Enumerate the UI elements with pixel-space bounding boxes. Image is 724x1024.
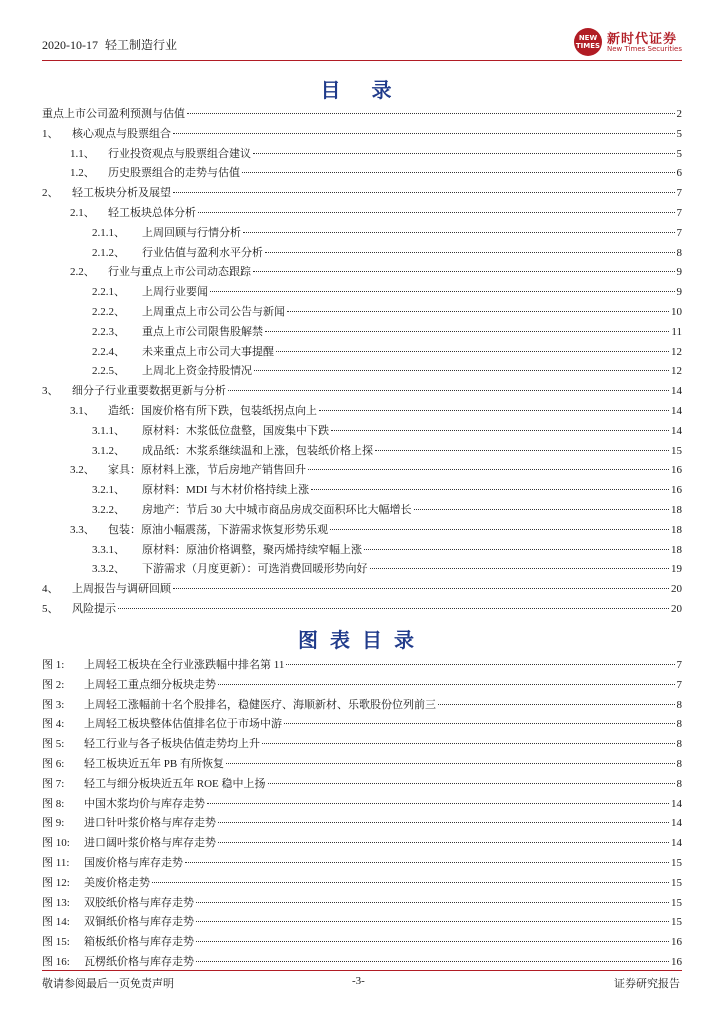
entry-title: 中国木浆均价与库存走势 — [84, 797, 205, 810]
entry-number: 4、 — [42, 583, 59, 596]
figure-entry[interactable] — [42, 775, 682, 793]
dot-leader — [196, 921, 669, 922]
entry-page: 8 — [676, 698, 682, 711]
dot-leader — [118, 608, 669, 609]
figures-title: 图表目录 — [298, 628, 426, 652]
entry-number: 3、 — [42, 385, 59, 398]
toc-entry[interactable] — [42, 481, 682, 499]
entry-number: 图 2: — [42, 678, 65, 691]
dot-leader — [284, 723, 675, 724]
entry-number: 图 7: — [42, 777, 65, 790]
figure-entry[interactable] — [42, 696, 682, 714]
company-logo — [574, 26, 694, 58]
toc-entry[interactable] — [42, 422, 682, 440]
entry-title: 家具：原材料上涨，节后房地产销售回升 — [108, 464, 306, 477]
entry-title: 重点上市公司盈利预测与估值 — [42, 108, 185, 120]
toc-entry[interactable] — [42, 560, 682, 578]
entry-page: 20 — [671, 583, 682, 596]
entry-number: 图 3: — [42, 698, 65, 711]
dot-leader — [364, 549, 669, 550]
toc-entry[interactable] — [42, 283, 682, 301]
entry-title: 轻工板块总体分析 — [108, 207, 196, 219]
toc-title: 目 录 — [320, 78, 404, 102]
toc-entry[interactable] — [42, 244, 682, 262]
dot-leader — [319, 410, 669, 411]
entry-page: 8 — [676, 738, 682, 751]
entry-number: 3.3.1、 — [92, 543, 125, 556]
dot-leader — [228, 390, 669, 391]
entry-page: 9 — [676, 286, 682, 299]
toc-entry[interactable] — [42, 402, 682, 420]
entry-title: 重点上市公司限售股解禁 — [142, 325, 263, 338]
entry-page: 7 — [676, 207, 682, 219]
entry-page: 16 — [671, 956, 682, 968]
dot-leader — [414, 509, 670, 510]
footer-report-type: 证券研究报告 — [614, 978, 680, 990]
entry-title: 双胶纸价格与库存走势 — [84, 896, 194, 909]
entry-title: 上周回顾与行情分析 — [142, 226, 241, 239]
entry-page: 7 — [676, 659, 682, 671]
report-sector: 轻工制造行业 — [105, 38, 178, 52]
toc-entry[interactable] — [42, 105, 682, 123]
entry-title: 上周行业要闻 — [142, 286, 208, 299]
dot-leader — [253, 271, 675, 272]
entry-number: 图 13: — [42, 896, 70, 909]
dot-leader — [308, 469, 669, 470]
entry-number: 2.1、 — [70, 207, 95, 219]
page-number: -3- — [352, 975, 365, 987]
entry-title: 房地产：节后 30 大中城市商品房成交面积环比大幅增长 — [142, 504, 412, 516]
dot-leader — [438, 704, 675, 705]
entry-title: 上周轻工涨幅前十名个股排名，稳健医疗、海顺新材、乐歌股份位列前三 — [84, 698, 436, 711]
entry-title: 轻工与细分板块近五年 ROE 稳中上扬 — [84, 777, 266, 790]
toc-entry[interactable] — [42, 521, 682, 539]
dot-leader — [311, 489, 669, 490]
entry-page: 10 — [671, 306, 682, 318]
figure-entry[interactable] — [42, 834, 682, 852]
entry-number: 图 15: — [42, 936, 70, 949]
entry-page: 8 — [676, 777, 682, 790]
entry-title: 成品纸：木浆系继续温和上涨，包装纸价格上探 — [142, 444, 373, 457]
dot-leader — [268, 783, 675, 784]
entry-page: 19 — [671, 563, 682, 576]
entry-title: 核心观点与股票组合 — [72, 127, 171, 140]
entry-number: 3.1.2、 — [92, 444, 125, 457]
entry-page: 14 — [671, 797, 682, 810]
dot-leader — [226, 763, 675, 764]
dot-leader — [152, 882, 669, 883]
logo-english-name: New Times Securities — [607, 45, 682, 53]
entry-page: 12 — [671, 365, 682, 378]
entry-number: 2、 — [42, 187, 59, 200]
entry-number: 图 10: — [42, 837, 70, 850]
dot-leader — [187, 113, 675, 114]
dot-leader — [196, 961, 669, 962]
header-rule — [42, 60, 682, 61]
entry-number: 图 6: — [42, 758, 65, 770]
toc-entry[interactable] — [42, 303, 682, 321]
dot-leader — [173, 192, 675, 193]
figure-entry[interactable] — [42, 894, 682, 912]
figure-entry[interactable] — [42, 715, 682, 733]
entry-title: 轻工行业与各子板块估值走势均上升 — [84, 738, 260, 751]
entry-page: 5 — [676, 127, 682, 140]
figure-entry[interactable] — [42, 795, 682, 813]
entry-title: 双铜纸价格与库存走势 — [84, 916, 194, 929]
toc-entry[interactable] — [42, 323, 682, 341]
entry-title: 轻工板块近五年 PB 有所恢复 — [84, 758, 224, 770]
entry-title: 轻工板块分析及展望 — [72, 187, 171, 200]
entry-number: 1、 — [42, 127, 59, 140]
entry-title: 未来重点上市公司大事提醒 — [142, 345, 274, 358]
entry-number: 图 12: — [42, 876, 70, 889]
entry-number: 3.3.2、 — [92, 563, 125, 576]
entry-page: 8 — [676, 758, 682, 770]
toc-entry[interactable] — [42, 164, 682, 182]
entry-number: 3.3、 — [70, 523, 95, 536]
entry-number: 图 14: — [42, 916, 70, 929]
entry-number: 5、 — [42, 603, 59, 615]
entry-number: 2.2.4、 — [92, 345, 125, 358]
entry-number: 2.2.5、 — [92, 365, 125, 378]
entry-title: 原材料：原油价格调整，聚丙烯持续窄幅上涨 — [142, 543, 362, 556]
dot-leader — [286, 664, 674, 665]
entry-number: 2.2、 — [70, 266, 95, 279]
dot-leader — [276, 351, 669, 352]
entry-page: 15 — [671, 896, 682, 909]
dot-leader — [218, 842, 669, 843]
footer-rule — [42, 970, 682, 971]
figure-entry[interactable] — [42, 913, 682, 931]
entry-number: 1.2、 — [70, 167, 95, 180]
dot-leader — [207, 803, 669, 804]
entry-number: 2.2.3、 — [92, 325, 125, 338]
entry-page: 2 — [676, 108, 682, 120]
figure-entry[interactable] — [42, 854, 682, 872]
entry-page: 7 — [676, 678, 682, 691]
toc-entry[interactable] — [42, 204, 682, 222]
logo-chinese-name: 新时代证券 — [607, 32, 678, 47]
dot-leader — [210, 291, 675, 292]
entry-title: 箱板纸价格与库存走势 — [84, 936, 194, 949]
entry-number: 图 1: — [42, 659, 65, 671]
entry-page: 16 — [671, 464, 682, 477]
entry-title: 历史股票组合的走势与估值 — [108, 167, 240, 180]
dot-leader — [287, 311, 669, 312]
dot-leader — [196, 941, 669, 942]
toc-entry[interactable] — [42, 580, 682, 598]
entry-page: 16 — [671, 484, 682, 497]
entry-title: 原材料：MDI 与木材价格持续上涨 — [142, 484, 310, 497]
entry-page: 15 — [671, 916, 682, 929]
entry-number: 2.2.1、 — [92, 286, 125, 299]
toc-entry[interactable] — [42, 600, 682, 618]
entry-page: 14 — [671, 817, 682, 830]
dot-leader — [243, 232, 675, 233]
entry-number: 图 16: — [42, 956, 70, 968]
report-date: 2020-10-17 — [42, 38, 98, 52]
dot-leader — [254, 370, 669, 371]
entry-title: 行业估值与盈利水平分析 — [142, 246, 263, 259]
entry-number: 1.1、 — [70, 147, 95, 160]
entry-page: 14 — [671, 405, 682, 417]
entry-number: 3.2.2、 — [92, 504, 125, 516]
toc-entry[interactable] — [42, 501, 682, 519]
entry-title: 上周重点上市公司公告与新闻 — [142, 306, 285, 318]
entry-number: 2.1.2、 — [92, 246, 125, 259]
dot-leader — [198, 212, 675, 213]
figure-entry[interactable] — [42, 814, 682, 832]
entry-title: 细分子行业重要数据更新与分析 — [72, 385, 226, 398]
figure-entry[interactable] — [42, 755, 682, 773]
toc-entry[interactable] — [42, 461, 682, 479]
entry-title: 进口阔叶浆价格与库存走势 — [84, 837, 216, 850]
entry-title: 造纸：国废价格有所下跌，包装纸拐点向上 — [108, 405, 317, 417]
toc-entry[interactable] — [42, 442, 682, 460]
entry-title: 美废价格走势 — [84, 876, 150, 889]
dot-leader — [173, 133, 675, 134]
toc-entry[interactable] — [42, 541, 682, 559]
entry-title: 原材料：木浆低位盘整，国废集中下跌 — [142, 424, 329, 437]
entry-title: 行业与重点上市公司动态跟踪 — [108, 266, 251, 279]
dot-leader — [330, 529, 669, 530]
dot-leader — [242, 172, 675, 173]
entry-page: 9 — [676, 266, 682, 279]
dot-leader — [265, 252, 675, 253]
entry-title: 上周报告与调研回顾 — [72, 583, 171, 596]
entry-number: 2.1.1、 — [92, 226, 125, 239]
figure-entry[interactable] — [42, 735, 682, 753]
dot-leader — [253, 153, 675, 154]
toc-entry[interactable] — [42, 145, 682, 163]
entry-page: 20 — [671, 603, 682, 615]
entry-number: 2.2.2、 — [92, 306, 125, 318]
dot-leader — [196, 902, 669, 903]
entry-page: 14 — [671, 385, 682, 398]
entry-title: 下游需求（月度更新）：可选消费回暖形势向好 — [142, 563, 368, 576]
entry-title: 风险提示 — [72, 603, 116, 615]
dot-leader — [375, 450, 669, 451]
toc-entry[interactable] — [42, 125, 682, 143]
entry-title: 进口针叶浆价格与库存走势 — [84, 817, 216, 830]
entry-page: 14 — [671, 424, 682, 437]
entry-title: 瓦楞纸价格与库存走势 — [84, 956, 194, 968]
entry-number: 3.1.1、 — [92, 424, 125, 437]
toc-entry[interactable] — [42, 224, 682, 242]
entry-number: 3.2.1、 — [92, 484, 125, 497]
dot-leader — [370, 568, 670, 569]
toc-entry[interactable] — [42, 362, 682, 380]
entry-page: 5 — [676, 147, 682, 160]
entry-number: 图 8: — [42, 797, 65, 810]
logo-mark-icon: NEW TIMES — [574, 28, 602, 56]
toc-entry[interactable] — [42, 263, 682, 281]
entry-page: 7 — [676, 187, 682, 200]
entry-number: 3.2、 — [70, 464, 95, 477]
entry-title: 行业投资观点与股票组合建议 — [108, 147, 251, 160]
entry-number: 图 5: — [42, 738, 65, 751]
entry-number: 图 11: — [42, 857, 70, 869]
figure-entry[interactable] — [42, 676, 682, 694]
entry-number: 3.1、 — [70, 405, 95, 417]
dot-leader — [265, 331, 669, 332]
entry-page: 8 — [676, 246, 682, 259]
entry-page: 18 — [671, 523, 682, 536]
dot-leader — [173, 588, 669, 589]
figure-entry[interactable] — [42, 933, 682, 951]
entry-title: 包装：原油小幅震荡，下游需求恢复形势乐观 — [108, 523, 328, 536]
entry-page: 12 — [671, 345, 682, 358]
entry-page: 18 — [671, 543, 682, 556]
toc-entry[interactable] — [42, 382, 682, 400]
header-info — [42, 36, 177, 53]
figure-entry[interactable] — [42, 953, 682, 971]
entry-page: 18 — [671, 504, 682, 516]
footer-disclaimer: 敬请参阅最后一页免责声明 — [42, 978, 174, 990]
entry-title: 上周轻工板块在全行业涨跌幅中排名第 11 — [84, 659, 285, 671]
entry-page: 6 — [676, 167, 682, 180]
entry-title: 国废价格与库存走势 — [84, 857, 183, 869]
entry-number: 图 9: — [42, 817, 65, 830]
dot-leader — [262, 743, 675, 744]
figure-entry[interactable] — [42, 656, 682, 674]
entry-page: 14 — [671, 837, 682, 850]
figure-entry[interactable] — [42, 874, 682, 892]
dot-leader — [185, 862, 669, 863]
entry-page: 15 — [671, 857, 682, 869]
entry-page: 15 — [671, 444, 682, 457]
entry-page: 11 — [671, 325, 682, 338]
dot-leader — [218, 822, 669, 823]
toc-entry[interactable] — [42, 184, 682, 202]
toc-entry[interactable] — [42, 343, 682, 361]
entry-page: 7 — [676, 226, 682, 239]
entry-title: 上周轻工重点细分板块走势 — [84, 678, 216, 691]
entry-title: 上周北上资金持股情况 — [142, 365, 252, 378]
entry-title: 上周轻工板块整体估值排名位于市场中游 — [84, 718, 282, 731]
entry-number: 图 4: — [42, 718, 65, 731]
entry-page: 15 — [671, 876, 682, 889]
dot-leader — [218, 684, 675, 685]
entry-page: 16 — [671, 936, 682, 949]
dot-leader — [331, 430, 669, 431]
entry-page: 8 — [676, 718, 682, 731]
